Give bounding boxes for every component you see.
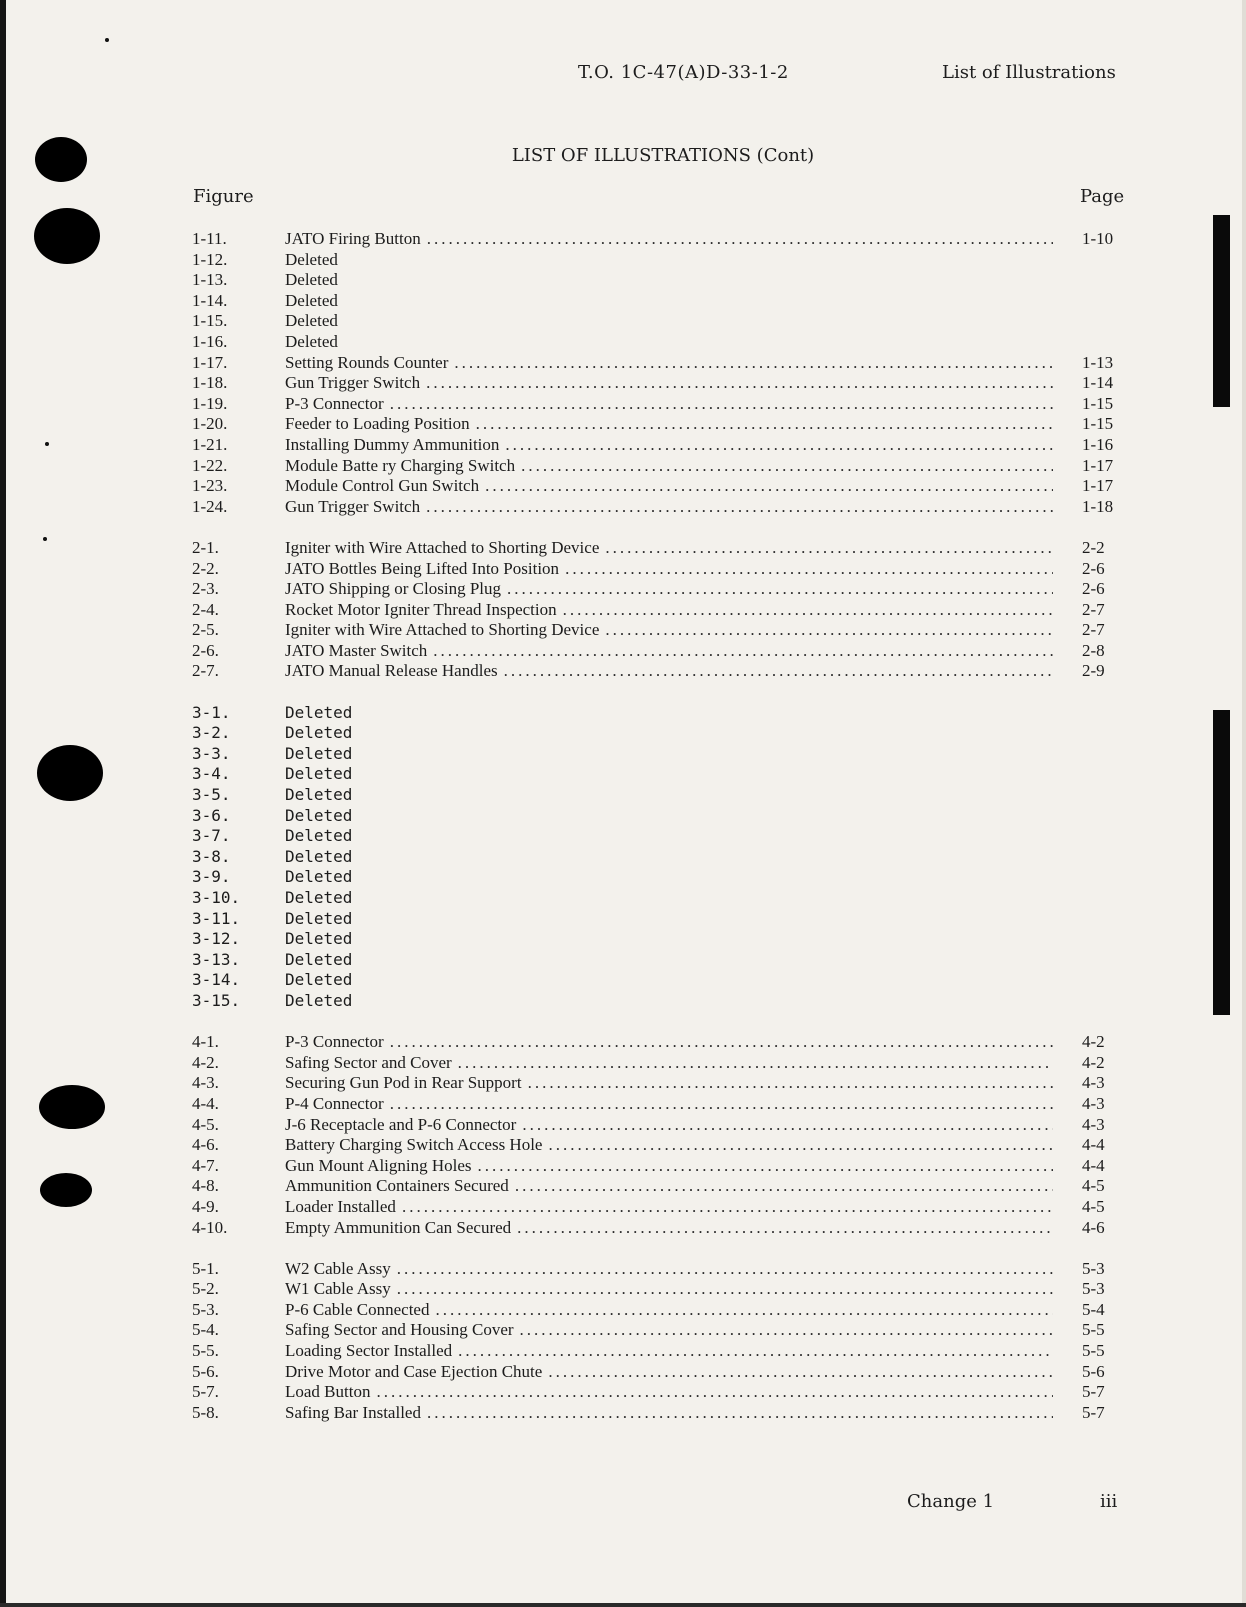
page-reference: 2-9 bbox=[1082, 661, 1105, 681]
page-reference: 4-3 bbox=[1082, 1073, 1105, 1093]
list-item bbox=[0, 579, 1246, 600]
list-item bbox=[0, 250, 1246, 271]
dot-leader bbox=[504, 661, 1053, 681]
dot-leader bbox=[454, 353, 1053, 373]
list-item bbox=[0, 785, 1246, 806]
figure-title: Loader Installed bbox=[285, 1196, 396, 1216]
page-reference: 1-13 bbox=[1082, 352, 1114, 372]
page-reference: 1-15 bbox=[1082, 393, 1114, 413]
figure-number: 3-5. bbox=[192, 785, 231, 805]
figure-title: Safing Sector and Housing Cover bbox=[285, 1320, 514, 1340]
list-item bbox=[0, 1403, 1246, 1424]
dot-leader bbox=[402, 1197, 1053, 1217]
list-item bbox=[0, 332, 1246, 353]
figure-title-wrap bbox=[285, 291, 1053, 311]
column-header-figure: Figure bbox=[193, 186, 254, 207]
figure-title: Deleted bbox=[285, 311, 338, 331]
dot-leader bbox=[458, 1341, 1053, 1361]
list-item bbox=[0, 620, 1246, 641]
change-notice: Change 1 bbox=[907, 1491, 995, 1512]
page-reference: 2-7 bbox=[1082, 620, 1105, 640]
figure-number: 3-6. bbox=[192, 805, 231, 825]
figure-title-wrap bbox=[285, 497, 1053, 517]
page-reference: 1-14 bbox=[1082, 373, 1114, 393]
list-item bbox=[0, 1218, 1246, 1239]
figure-title: Deleted bbox=[285, 846, 353, 866]
figure-title: Drive Motor and Case Ejection Chute bbox=[285, 1361, 543, 1381]
figure-number: 4-10. bbox=[192, 1217, 228, 1237]
figure-number: 1-17. bbox=[192, 352, 228, 372]
figure-title-wrap bbox=[285, 847, 1053, 867]
figure-number: 1-14. bbox=[192, 290, 228, 310]
figure-title-wrap bbox=[285, 414, 1053, 434]
figure-title-wrap bbox=[285, 373, 1053, 393]
list-item bbox=[0, 641, 1246, 662]
list-item bbox=[0, 847, 1246, 868]
figure-title: Rocket Motor Igniter Thread Inspection bbox=[285, 599, 557, 619]
document-number: T.O. 1C-47(A)D-33-1-2 bbox=[578, 62, 789, 83]
list-item bbox=[0, 1032, 1246, 1053]
figure-title-wrap bbox=[285, 476, 1053, 496]
section-name: List of Illustrations bbox=[942, 62, 1116, 83]
dot-leader bbox=[426, 373, 1053, 393]
figure-title-wrap bbox=[285, 1094, 1053, 1114]
list-item bbox=[0, 1073, 1246, 1094]
figure-number: 1-12. bbox=[192, 249, 228, 269]
figure-number: 3-2. bbox=[192, 723, 231, 743]
list-item bbox=[0, 703, 1246, 724]
list-item bbox=[0, 1259, 1246, 1280]
page-reference: 1-17 bbox=[1082, 476, 1114, 496]
figure-number: 3-1. bbox=[192, 702, 231, 722]
figure-number: 1-20. bbox=[192, 414, 228, 434]
figure-number: 2-1. bbox=[192, 537, 219, 557]
figure-title-wrap bbox=[285, 1073, 1053, 1093]
page-reference: 1-15 bbox=[1082, 414, 1114, 434]
figure-title: Deleted bbox=[285, 888, 353, 907]
dot-leader bbox=[397, 1279, 1053, 1299]
figure-title-wrap bbox=[285, 559, 1053, 579]
figure-title-wrap bbox=[285, 1259, 1053, 1279]
list-item bbox=[0, 909, 1246, 930]
dot-leader bbox=[515, 1176, 1053, 1196]
column-header-page: Page bbox=[1080, 186, 1125, 207]
figure-title: JATO Manual Release Handles bbox=[285, 661, 498, 681]
page-reference: 5-7 bbox=[1082, 1402, 1105, 1422]
list-item bbox=[0, 1156, 1246, 1177]
figure-title-wrap bbox=[285, 1218, 1053, 1238]
figure-title: Deleted bbox=[285, 764, 353, 784]
page-reference: 1-18 bbox=[1082, 496, 1114, 516]
figure-number: 4-7. bbox=[192, 1155, 219, 1175]
figure-title-wrap bbox=[285, 1176, 1053, 1196]
figure-number: 3-11. bbox=[192, 908, 241, 928]
page-reference: 4-3 bbox=[1082, 1114, 1105, 1134]
page-reference: 2-6 bbox=[1082, 579, 1105, 599]
figure-title: Deleted bbox=[285, 970, 353, 990]
page-edge-bottom bbox=[0, 1603, 1246, 1607]
figure-title-wrap bbox=[285, 1197, 1053, 1217]
figure-title-wrap bbox=[285, 1320, 1053, 1340]
figure-title: Safing Bar Installed bbox=[285, 1402, 421, 1422]
figure-title: P-3 Connector bbox=[285, 1032, 384, 1052]
figure-number: 1-18. bbox=[192, 373, 228, 393]
list-item bbox=[0, 1341, 1246, 1362]
page-number: iii bbox=[1100, 1491, 1118, 1512]
figure-title-wrap bbox=[285, 600, 1053, 620]
page-reference: 4-6 bbox=[1082, 1217, 1105, 1237]
figure-title: Feeder to Loading Position bbox=[285, 414, 470, 434]
figure-title: J-6 Receptacle and P-6 Connector bbox=[285, 1114, 517, 1134]
group-spacer bbox=[0, 517, 1246, 538]
list-item bbox=[0, 1300, 1246, 1321]
dot-leader bbox=[505, 435, 1053, 455]
figure-number: 5-1. bbox=[192, 1258, 219, 1278]
figure-number: 1-15. bbox=[192, 311, 228, 331]
figure-title-wrap bbox=[285, 806, 1053, 826]
figure-number: 2-3. bbox=[192, 579, 219, 599]
list-item bbox=[0, 970, 1246, 991]
figure-number: 4-2. bbox=[192, 1052, 219, 1072]
figure-title-wrap bbox=[285, 970, 1053, 990]
page-reference: 5-5 bbox=[1082, 1341, 1105, 1361]
speck bbox=[105, 38, 109, 42]
figure-title-wrap bbox=[285, 826, 1053, 846]
figure-number: 1-16. bbox=[192, 331, 228, 351]
figure-title-wrap bbox=[285, 723, 1053, 743]
dot-leader bbox=[521, 456, 1053, 476]
list-item bbox=[0, 538, 1246, 559]
dot-leader bbox=[433, 641, 1053, 661]
group-spacer bbox=[0, 682, 1246, 703]
dot-leader bbox=[427, 1403, 1053, 1423]
list-item bbox=[0, 456, 1246, 477]
figure-number: 3-8. bbox=[192, 846, 231, 866]
list-item bbox=[0, 1135, 1246, 1156]
figure-title-wrap bbox=[285, 620, 1053, 640]
figure-title: Deleted bbox=[285, 270, 338, 290]
list-item bbox=[0, 270, 1246, 291]
figure-title-wrap bbox=[285, 1403, 1053, 1423]
list-item bbox=[0, 764, 1246, 785]
page-reference: 4-4 bbox=[1082, 1135, 1105, 1155]
list-item bbox=[0, 435, 1246, 456]
figure-title-wrap bbox=[285, 1362, 1053, 1382]
figure-title-wrap bbox=[285, 229, 1053, 249]
dot-leader bbox=[507, 579, 1053, 599]
page-reference: 4-3 bbox=[1082, 1093, 1105, 1113]
dot-leader bbox=[476, 414, 1053, 434]
list-item bbox=[0, 311, 1246, 332]
figure-number: 5-7. bbox=[192, 1382, 219, 1402]
dot-leader bbox=[426, 497, 1053, 517]
figure-title-wrap bbox=[285, 888, 1053, 908]
figure-title: Igniter with Wire Attached to Shorting Device bbox=[285, 620, 600, 640]
figure-title: JATO Firing Button bbox=[285, 229, 421, 248]
dot-leader bbox=[605, 620, 1053, 640]
figure-title: Deleted bbox=[285, 908, 353, 928]
figure-title: Deleted bbox=[285, 331, 338, 351]
figure-title: P-4 Connector bbox=[285, 1093, 384, 1113]
page-reference: 5-5 bbox=[1082, 1320, 1105, 1340]
figure-title: Setting Rounds Counter bbox=[285, 352, 449, 372]
figure-title-wrap bbox=[285, 785, 1053, 805]
list-item bbox=[0, 888, 1246, 909]
figure-number: 2-2. bbox=[192, 558, 219, 578]
figure-title: Deleted bbox=[285, 702, 353, 722]
figure-number: 1-11. bbox=[192, 229, 227, 248]
figure-title-wrap bbox=[285, 950, 1053, 970]
dot-leader bbox=[390, 394, 1053, 414]
figure-title: P-3 Connector bbox=[285, 393, 384, 413]
figure-title: Deleted bbox=[285, 805, 353, 825]
dot-leader bbox=[390, 1032, 1053, 1052]
figure-number: 2-7. bbox=[192, 661, 219, 681]
page-reference: 1-17 bbox=[1082, 455, 1114, 475]
figure-title-wrap bbox=[285, 764, 1053, 784]
figure-title-wrap bbox=[285, 579, 1053, 599]
figure-number: 3-15. bbox=[192, 990, 241, 1010]
figure-title-wrap bbox=[285, 909, 1053, 929]
list-item bbox=[0, 497, 1246, 518]
dot-leader bbox=[528, 1073, 1053, 1093]
figure-number: 4-3. bbox=[192, 1073, 219, 1093]
list-item bbox=[0, 1197, 1246, 1218]
figure-title-wrap bbox=[285, 1279, 1053, 1299]
figure-number: 3-10. bbox=[192, 888, 241, 907]
figure-title-wrap bbox=[285, 929, 1053, 949]
list-item bbox=[0, 929, 1246, 950]
page-reference: 5-3 bbox=[1082, 1258, 1105, 1278]
dot-leader bbox=[520, 1320, 1053, 1340]
figure-number: 4-4. bbox=[192, 1093, 219, 1113]
list-item bbox=[0, 1094, 1246, 1115]
figure-title-wrap bbox=[285, 1053, 1053, 1073]
figure-number: 4-6. bbox=[192, 1135, 219, 1155]
figure-title: Securing Gun Pod in Rear Support bbox=[285, 1073, 522, 1093]
list-item bbox=[0, 867, 1246, 888]
figure-title: Module Batte ry Charging Switch bbox=[285, 455, 516, 475]
page-reference: 2-7 bbox=[1082, 599, 1105, 619]
list-item bbox=[0, 1382, 1246, 1403]
page-reference: 1-16 bbox=[1082, 434, 1114, 454]
figure-title: Deleted bbox=[285, 929, 353, 949]
dot-leader bbox=[548, 1135, 1053, 1155]
list-item bbox=[0, 414, 1246, 435]
figure-title: Installing Dummy Ammunition bbox=[285, 434, 500, 454]
figure-title: Deleted bbox=[285, 249, 338, 269]
list-item bbox=[0, 559, 1246, 580]
figure-title-wrap bbox=[285, 1115, 1053, 1135]
figure-number: 2-6. bbox=[192, 640, 219, 660]
list-item bbox=[0, 661, 1246, 682]
list-item bbox=[0, 1320, 1246, 1341]
figure-title-wrap bbox=[285, 353, 1053, 373]
page-reference: 5-6 bbox=[1082, 1361, 1105, 1381]
figure-title-wrap bbox=[285, 1032, 1053, 1052]
figure-number: 5-2. bbox=[192, 1279, 219, 1299]
figure-title-wrap bbox=[285, 538, 1053, 558]
page-reference: 4-4 bbox=[1082, 1155, 1105, 1175]
list-item bbox=[0, 950, 1246, 971]
figure-title-wrap bbox=[285, 1382, 1053, 1402]
list-item bbox=[0, 1176, 1246, 1197]
figure-number: 3-13. bbox=[192, 949, 241, 969]
dot-leader bbox=[376, 1382, 1053, 1402]
figure-title: Gun Mount Aligning Holes bbox=[285, 1155, 472, 1175]
figure-title: Empty Ammunition Can Secured bbox=[285, 1217, 512, 1237]
page-reference: 2-6 bbox=[1082, 558, 1105, 578]
figure-title-wrap bbox=[285, 744, 1053, 764]
page-reference: 5-3 bbox=[1082, 1279, 1105, 1299]
figure-title: Ammunition Containers Secured bbox=[285, 1176, 509, 1196]
figure-number: 2-4. bbox=[192, 599, 219, 619]
dot-leader bbox=[522, 1115, 1053, 1135]
page-reference: 4-5 bbox=[1082, 1176, 1105, 1196]
figure-title-wrap bbox=[285, 867, 1053, 887]
figure-title: Loading Sector Installed bbox=[285, 1341, 453, 1361]
figure-title-wrap bbox=[285, 1300, 1053, 1320]
figure-title: JATO Bottles Being Lifted Into Position bbox=[285, 558, 560, 578]
list-item bbox=[0, 723, 1246, 744]
figure-number: 4-8. bbox=[192, 1176, 219, 1196]
figure-number: 1-21. bbox=[192, 434, 228, 454]
list-title: LIST OF ILLUSTRATIONS (Cont) bbox=[511, 145, 815, 166]
list-item bbox=[0, 1053, 1246, 1074]
page-reference: 1-10 bbox=[1082, 229, 1114, 248]
figure-number: 5-3. bbox=[192, 1299, 219, 1319]
figure-number: 3-7. bbox=[192, 826, 231, 846]
figure-title: Safing Sector and Cover bbox=[285, 1052, 452, 1072]
figure-title: Deleted bbox=[285, 867, 353, 887]
dot-leader bbox=[390, 1094, 1053, 1114]
page-reference: 5-4 bbox=[1082, 1299, 1105, 1319]
list-item bbox=[0, 476, 1246, 497]
figure-title: JATO Master Switch bbox=[285, 640, 428, 660]
dot-leader bbox=[563, 600, 1053, 620]
figure-title-wrap bbox=[285, 641, 1053, 661]
figure-number: 2-5. bbox=[192, 620, 219, 640]
list-item bbox=[0, 600, 1246, 621]
figure-number: 4-1. bbox=[192, 1032, 219, 1052]
group-spacer bbox=[0, 1238, 1246, 1259]
figure-number: 1-13. bbox=[192, 270, 228, 290]
figure-title: Igniter with Wire Attached to Shorting Device bbox=[285, 537, 600, 557]
figure-title: W1 Cable Assy bbox=[285, 1279, 391, 1299]
figure-title-wrap bbox=[285, 1341, 1053, 1361]
list-item bbox=[0, 394, 1246, 415]
figure-number: 3-14. bbox=[192, 970, 241, 990]
figure-number: 4-5. bbox=[192, 1114, 219, 1134]
page-reference: 5-7 bbox=[1082, 1382, 1105, 1402]
dot-leader bbox=[565, 559, 1053, 579]
dot-leader bbox=[605, 538, 1053, 558]
page-reference: 2-2 bbox=[1082, 537, 1105, 557]
figure-number: 1-24. bbox=[192, 496, 228, 516]
figure-number: 5-8. bbox=[192, 1402, 219, 1422]
figure-title-wrap bbox=[285, 456, 1053, 476]
dot-leader bbox=[435, 1300, 1053, 1320]
figure-title: Deleted bbox=[285, 826, 353, 846]
figure-title: Deleted bbox=[285, 990, 353, 1010]
figure-number: 1-22. bbox=[192, 455, 228, 475]
list-item bbox=[0, 353, 1246, 374]
figure-title-wrap bbox=[285, 435, 1053, 455]
figure-number: 3-4. bbox=[192, 764, 231, 784]
list-item bbox=[0, 1279, 1246, 1300]
figure-title: Deleted bbox=[285, 785, 353, 805]
dot-leader bbox=[478, 1156, 1053, 1176]
figure-title: Deleted bbox=[285, 723, 353, 743]
page-reference: 4-5 bbox=[1082, 1196, 1105, 1216]
figure-number: 3-12. bbox=[192, 929, 241, 949]
figure-title: Deleted bbox=[285, 949, 353, 969]
figure-title-wrap bbox=[285, 332, 1053, 352]
list-item bbox=[0, 1362, 1246, 1383]
list-item bbox=[0, 826, 1246, 847]
group-spacer bbox=[0, 1012, 1246, 1033]
dot-leader bbox=[458, 1053, 1053, 1073]
figure-title-wrap bbox=[285, 270, 1053, 290]
figure-title: W2 Cable Assy bbox=[285, 1258, 391, 1278]
dot-leader bbox=[548, 1362, 1053, 1382]
illustrations-list bbox=[0, 229, 1246, 1423]
figure-number: 1-23. bbox=[192, 476, 228, 496]
list-item bbox=[0, 806, 1246, 827]
figure-title: Deleted bbox=[285, 743, 353, 763]
dot-leader bbox=[485, 476, 1053, 496]
list-item bbox=[0, 991, 1246, 1012]
figure-title: Gun Trigger Switch bbox=[285, 373, 421, 393]
figure-title-wrap bbox=[285, 703, 1053, 723]
figure-number: 1-19. bbox=[192, 393, 228, 413]
figure-title-wrap bbox=[285, 311, 1053, 331]
figure-number: 5-4. bbox=[192, 1320, 219, 1340]
figure-number: 4-9. bbox=[192, 1196, 219, 1216]
list-item bbox=[0, 744, 1246, 765]
list-item bbox=[0, 373, 1246, 394]
figure-title: P-6 Cable Connected bbox=[285, 1299, 430, 1319]
list-item bbox=[0, 229, 1246, 250]
figure-number: 5-6. bbox=[192, 1361, 219, 1381]
figure-title-wrap bbox=[285, 394, 1053, 414]
figure-title: Battery Charging Switch Access Hole bbox=[285, 1135, 543, 1155]
figure-title-wrap bbox=[285, 991, 1053, 1011]
page-reference: 4-2 bbox=[1082, 1032, 1105, 1052]
figure-title-wrap bbox=[285, 661, 1053, 681]
figure-title: Gun Trigger Switch bbox=[285, 496, 421, 516]
dot-leader bbox=[427, 229, 1053, 249]
figure-title-wrap bbox=[285, 1156, 1053, 1176]
list-item bbox=[0, 1115, 1246, 1136]
figure-title: Deleted bbox=[285, 290, 338, 310]
dot-leader bbox=[517, 1218, 1053, 1238]
figure-number: 3-3. bbox=[192, 743, 231, 763]
dot-leader bbox=[397, 1259, 1053, 1279]
figure-number: 3-9. bbox=[192, 867, 231, 887]
figure-number: 5-5. bbox=[192, 1341, 219, 1361]
page-reference: 4-2 bbox=[1082, 1052, 1105, 1072]
list-item bbox=[0, 291, 1246, 312]
figure-title: Load Button bbox=[285, 1382, 371, 1402]
figure-title: Module Control Gun Switch bbox=[285, 476, 480, 496]
page-reference: 2-8 bbox=[1082, 640, 1105, 660]
figure-title-wrap bbox=[285, 1135, 1053, 1155]
figure-title-wrap bbox=[285, 250, 1053, 270]
figure-title: JATO Shipping or Closing Plug bbox=[285, 579, 502, 599]
